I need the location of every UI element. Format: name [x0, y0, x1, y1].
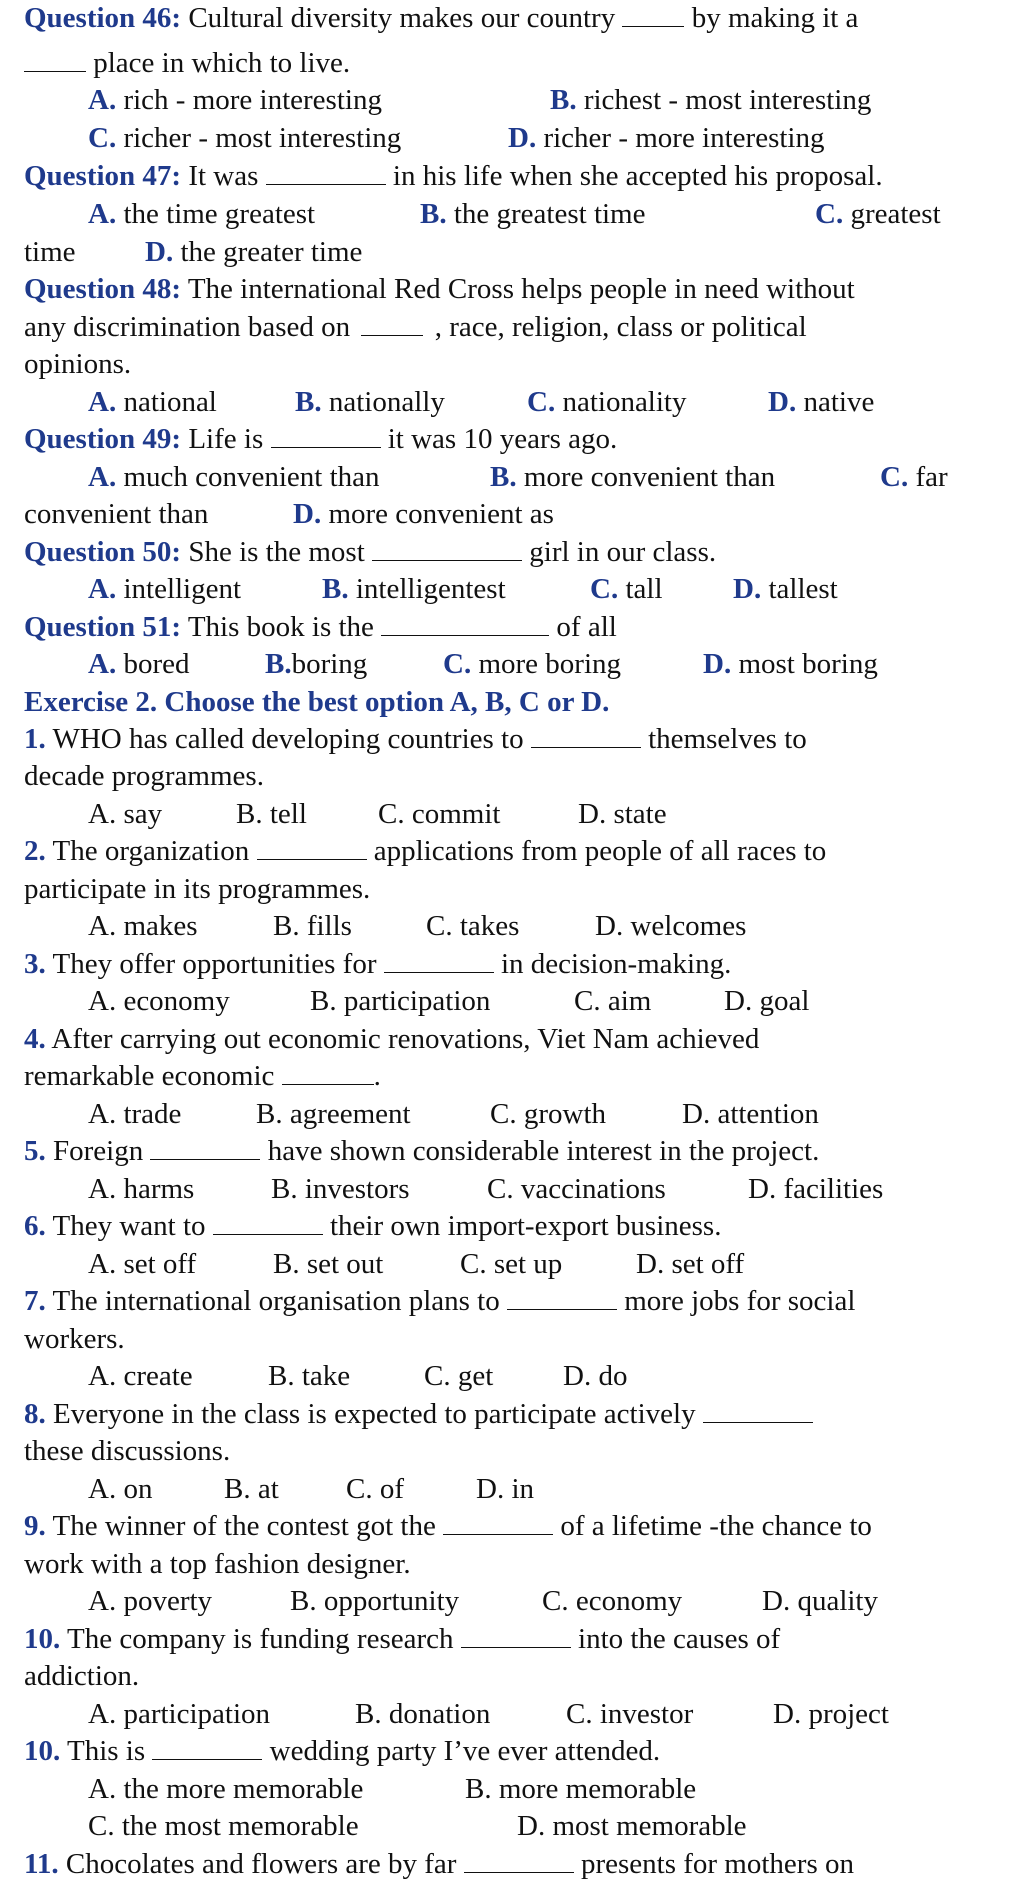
e3-opt-c[interactable]: C. aim — [574, 985, 652, 1017]
question-text: more jobs for social — [624, 1285, 856, 1318]
q47-line1 — [24, 158, 883, 196]
question-number: Question 47: — [24, 160, 182, 193]
option-letter: B. — [420, 198, 447, 230]
option-c[interactable]: more boring — [478, 648, 622, 680]
q49-option-d-wrap — [293, 496, 554, 534]
e5-opt-d[interactable]: D. facilities — [748, 1173, 884, 1205]
e8-line1 — [24, 1396, 813, 1434]
option-letter: A. — [88, 648, 117, 680]
question-text: She is the most — [188, 536, 365, 569]
answer-blank — [257, 833, 367, 860]
e4-opt-c[interactable]: C. growth — [490, 1098, 606, 1130]
option-a[interactable]: much convenient than — [123, 461, 380, 493]
answer-blank — [372, 534, 522, 561]
q50-option-c-wrap — [590, 571, 663, 609]
question-text: The international Red Cross helps people in need without — [187, 273, 855, 305]
e11-line1 — [24, 1846, 854, 1884]
q48-option-b-wrap — [295, 384, 445, 422]
e2-line2: participate in its programmes. — [24, 873, 371, 905]
question-text: by making it a — [691, 2, 859, 35]
question-number: Question 50: — [24, 536, 182, 569]
question-text: Everyone in the class is expected to participate actively — [53, 1398, 696, 1431]
e5-opt-c[interactable]: C. vaccinations — [487, 1173, 666, 1205]
e1-opt-c[interactable]: C. commit — [378, 798, 501, 830]
q50-option-a-wrap — [88, 571, 241, 609]
q49-option-a-wrap — [88, 459, 380, 497]
e3-opt-a[interactable]: A. economy — [88, 985, 230, 1017]
question-text: opinions. — [24, 348, 132, 380]
e9-opt-d[interactable]: D. quality — [762, 1585, 878, 1617]
question-text: , race, religion, class or political — [434, 311, 807, 344]
question-text: in his life when she accepted his proposal. — [392, 160, 883, 193]
question-text: themselves to — [648, 723, 807, 756]
question-text: girl in our class. — [529, 536, 717, 569]
item-number: 2. — [24, 835, 46, 868]
answer-blank — [213, 1208, 323, 1235]
option-c[interactable]: tall — [625, 573, 663, 605]
q48-option-c-wrap — [527, 384, 686, 422]
answer-blank — [464, 1846, 574, 1873]
option-letter: C. — [880, 461, 909, 493]
question-number: Question 48: — [24, 273, 182, 305]
q51-option-c-wrap — [443, 646, 621, 684]
q48-option-d-wrap — [768, 384, 874, 422]
option-letter: D. — [145, 236, 174, 268]
option-letter: C. — [527, 386, 556, 418]
e10-opt-c[interactable]: C. investor — [566, 1698, 694, 1730]
item-number: 10. — [24, 1623, 61, 1656]
option-d[interactable]: the greater time — [180, 236, 363, 268]
option-d[interactable]: native — [803, 386, 875, 418]
question-text: After carrying out economic renovations, Viet Nam achieved — [51, 1023, 760, 1055]
e8-opt-d[interactable]: D. in — [476, 1473, 534, 1505]
e9-opt-b[interactable]: B. opportunity — [290, 1585, 460, 1617]
question-number: Question 49: — [24, 423, 182, 456]
option-letter: D. — [508, 122, 537, 154]
option-letter: A. — [88, 198, 117, 230]
e1-opt-b[interactable]: B. tell — [236, 798, 307, 830]
answer-blank — [24, 45, 86, 72]
option-letter: B. — [295, 386, 322, 418]
e5-opt-b[interactable]: B. investors — [271, 1173, 410, 1205]
q49-line1 — [24, 421, 617, 459]
q49-options-row2 — [24, 496, 208, 534]
question-text: any discrimination based on — [24, 311, 351, 344]
option-letter: D. — [703, 648, 732, 680]
e10b-opt-b[interactable]: B. more memorable — [465, 1773, 697, 1805]
answer-blank — [622, 0, 684, 27]
item-number: 7. — [24, 1285, 46, 1318]
q46-options-row1 — [88, 82, 382, 120]
e2-opt-b[interactable]: B. fills — [273, 910, 352, 942]
q47-option-c-wrap — [815, 196, 941, 234]
answer-blank — [152, 1733, 262, 1760]
question-text: applications from people of all races to — [373, 835, 827, 868]
q49-option-b-wrap — [490, 459, 775, 497]
question-text: presents for mothers on — [580, 1848, 854, 1881]
answer-blank — [443, 1508, 553, 1535]
e6-line1 — [24, 1208, 721, 1246]
option-a[interactable]: national — [123, 386, 217, 418]
option-letter: A. — [88, 573, 117, 605]
e6-opt-d[interactable]: D. set off — [636, 1248, 745, 1280]
e4-opt-a[interactable]: A. trade — [88, 1098, 182, 1130]
e10b-opt-d[interactable]: D. most memorable — [517, 1810, 747, 1842]
option-letter: B. — [550, 84, 577, 116]
e2-line1 — [24, 833, 826, 871]
question-text: place in which to live. — [93, 47, 351, 80]
q50-option-d-wrap — [733, 571, 838, 609]
q51-option-d-wrap — [703, 646, 878, 684]
q46-options-row2 — [88, 120, 401, 158]
q47-option-b-wrap — [420, 196, 646, 234]
e10b-line1 — [24, 1733, 660, 1771]
e7-opt-a[interactable]: A. create — [88, 1360, 193, 1392]
e4-opt-d[interactable]: D. attention — [682, 1098, 819, 1130]
question-text: This is — [66, 1735, 146, 1768]
option-c[interactable]: far — [915, 461, 948, 493]
option-letter: A. — [88, 461, 117, 493]
q48-line1 — [24, 271, 855, 309]
e7-opt-c[interactable]: C. get — [424, 1360, 494, 1392]
answer-blank — [361, 309, 423, 336]
q46-options-row2b — [508, 120, 824, 158]
answer-blank — [266, 158, 386, 185]
question-text: They offer opportunities for — [52, 948, 377, 981]
q50-line1 — [24, 534, 716, 572]
item-number: 1. — [24, 723, 46, 756]
e10-opt-b[interactable]: B. donation — [355, 1698, 491, 1730]
option-d[interactable]: richer - more interesting — [543, 122, 825, 154]
question-text: They want to — [52, 1210, 206, 1243]
e2-opt-c[interactable]: C. takes — [426, 910, 520, 942]
e7-line2: workers. — [24, 1323, 125, 1355]
e1-opt-d[interactable]: D. state — [578, 798, 667, 830]
e7-line1 — [24, 1283, 855, 1321]
question-text: The international organisation plans to — [52, 1285, 500, 1318]
item-number: 9. — [24, 1510, 46, 1543]
option-letter: B. — [265, 648, 292, 680]
item-number: 10. — [24, 1735, 61, 1768]
e10-opt-a[interactable]: A. participation — [88, 1698, 271, 1730]
option-b[interactable]: boring — [291, 648, 368, 680]
option-letter: D. — [733, 573, 762, 605]
e10-line1 — [24, 1621, 780, 1659]
e10b-opt-c[interactable]: C. the most memorable — [88, 1810, 359, 1842]
question-text: The winner of the contest got the — [52, 1510, 436, 1543]
answer-blank — [703, 1396, 813, 1423]
e3-line1 — [24, 946, 731, 984]
item-number: 6. — [24, 1210, 46, 1243]
e9-line1 — [24, 1508, 872, 1546]
option-c[interactable]: nationality — [562, 386, 687, 418]
q50-option-b-wrap — [322, 571, 506, 609]
question-text: of a lifetime -the chance to — [560, 1510, 872, 1543]
e7-opt-d[interactable]: D. do — [563, 1360, 628, 1392]
option-b[interactable]: richest - most interesting — [583, 84, 872, 116]
item-number: 5. — [24, 1135, 46, 1168]
question-text: of all — [556, 611, 617, 644]
e10-opt-d[interactable]: D. project — [773, 1698, 889, 1730]
e8-line2: these discussions. — [24, 1435, 231, 1467]
item-number: 3. — [24, 948, 46, 981]
item-number: 8. — [24, 1398, 46, 1431]
e4-line2 — [24, 1058, 381, 1096]
question-text: The company is funding research — [66, 1623, 454, 1656]
e4-opt-b[interactable]: B. agreement — [256, 1098, 411, 1130]
e8-opt-a[interactable]: A. on — [88, 1473, 153, 1505]
option-letter: B. — [490, 461, 517, 493]
answer-blank — [384, 946, 494, 973]
q48-option-a-wrap — [88, 384, 217, 422]
question-number: Question 51: — [24, 611, 182, 644]
answer-blank — [507, 1283, 617, 1310]
question-text: Cultural diversity makes our country — [188, 2, 616, 35]
q49-option-c-wrap — [880, 459, 948, 497]
e8-opt-b[interactable]: B. at — [224, 1473, 279, 1505]
e6-opt-b[interactable]: B. set out — [273, 1248, 384, 1280]
e1-line2: decade programmes. — [24, 760, 264, 792]
question-text: . — [373, 1060, 381, 1093]
e8-opt-c[interactable]: C. of — [346, 1473, 404, 1505]
answer-blank — [381, 609, 549, 636]
q51-line1 — [24, 609, 617, 647]
option-letter: D. — [293, 498, 322, 530]
option-b[interactable]: intelligentest — [355, 573, 506, 605]
e10b-opt-a[interactable]: A. the more memorable — [88, 1773, 364, 1805]
question-text: Life is — [188, 423, 264, 456]
q46-options-row1b — [550, 82, 871, 120]
e9-opt-a[interactable]: A. poverty — [88, 1585, 213, 1617]
e3-opt-d[interactable]: D. goal — [724, 985, 810, 1017]
question-text: Foreign — [53, 1135, 144, 1168]
e10-line2: addiction. — [24, 1660, 140, 1692]
option-c[interactable]: greatest — [850, 198, 941, 230]
e2-opt-d[interactable]: D. welcomes — [595, 910, 747, 942]
question-text: It was — [188, 160, 259, 193]
option-letter: D. — [768, 386, 797, 418]
e7-opt-b[interactable]: B. take — [268, 1360, 351, 1392]
question-text: WHO has called developing countries to — [52, 723, 524, 756]
question-text: have shown considerable interest in the project. — [267, 1135, 820, 1168]
option-b[interactable]: nationally — [328, 386, 445, 418]
e3-opt-b[interactable]: B. participation — [310, 985, 491, 1017]
question-text: in decision-making. — [501, 948, 732, 981]
option-c-continued: convenient than — [24, 498, 209, 530]
e6-opt-c[interactable]: C. set up — [460, 1248, 563, 1280]
option-b[interactable]: more convenient than — [523, 461, 776, 493]
question-text: Chocolates and flowers are by far — [65, 1848, 457, 1881]
question-text: The organization — [52, 835, 250, 868]
option-c[interactable]: richer - most interesting — [123, 122, 402, 154]
q47-option-d-wrap — [145, 234, 362, 272]
option-letter: C. — [590, 573, 619, 605]
q51-option-b-wrap — [265, 646, 367, 684]
option-letter: C. — [443, 648, 472, 680]
item-number: 11. — [24, 1848, 59, 1881]
option-letter: C. — [815, 198, 844, 230]
option-c-continued: time — [24, 236, 76, 268]
option-a[interactable]: bored — [123, 648, 190, 680]
q51-option-a-wrap — [88, 646, 189, 684]
q46-line2 — [24, 45, 350, 83]
question-text: into the causes of — [578, 1623, 781, 1656]
e9-opt-c[interactable]: C. economy — [542, 1585, 683, 1617]
option-b[interactable]: the greatest time — [453, 198, 646, 230]
answer-blank — [461, 1621, 571, 1648]
question-text: remarkable economic — [24, 1060, 275, 1093]
answer-blank — [531, 721, 641, 748]
e5-line1 — [24, 1133, 819, 1171]
option-letter: B. — [322, 573, 349, 605]
e5-opt-a[interactable]: A. harms — [88, 1173, 195, 1205]
answer-blank — [150, 1133, 260, 1160]
e1-line1 — [24, 721, 807, 759]
e1-opt-a[interactable]: A. say — [88, 798, 163, 830]
question-text: their own import-export business. — [330, 1210, 722, 1243]
option-a[interactable]: intelligent — [123, 573, 242, 605]
question-text: wedding party I’ve ever attended. — [269, 1735, 661, 1768]
option-a[interactable]: rich - more interesting — [123, 84, 382, 116]
exercise-2-title: Exercise 2. Choose the best option A, B, C or D. — [24, 686, 610, 718]
question-text: it was 10 years ago. — [387, 423, 618, 456]
option-a[interactable]: the time greatest — [123, 198, 316, 230]
option-d[interactable]: tallest — [768, 573, 838, 605]
question-number: Question 46: — [24, 2, 182, 35]
option-letter: A. — [88, 386, 117, 418]
q47-options-row2 — [24, 234, 76, 272]
option-letter: A. — [88, 84, 117, 116]
option-letter: C. — [88, 122, 117, 154]
e4-line1 — [24, 1021, 759, 1059]
q48-line3 — [24, 346, 131, 384]
answer-blank — [271, 421, 381, 448]
question-text: This book is the — [187, 611, 374, 644]
e9-line2: work with a top fashion designer. — [24, 1548, 411, 1580]
q46-line1 — [24, 0, 858, 38]
e6-opt-a[interactable]: A. set off — [88, 1248, 197, 1280]
option-d[interactable]: most boring — [738, 648, 878, 680]
e2-opt-a[interactable]: A. makes — [88, 910, 198, 942]
option-d[interactable]: more convenient as — [328, 498, 554, 530]
answer-blank — [282, 1058, 374, 1085]
q48-line2 — [24, 309, 807, 347]
q47-options-row1 — [88, 196, 315, 234]
item-number: 4. — [24, 1023, 46, 1055]
